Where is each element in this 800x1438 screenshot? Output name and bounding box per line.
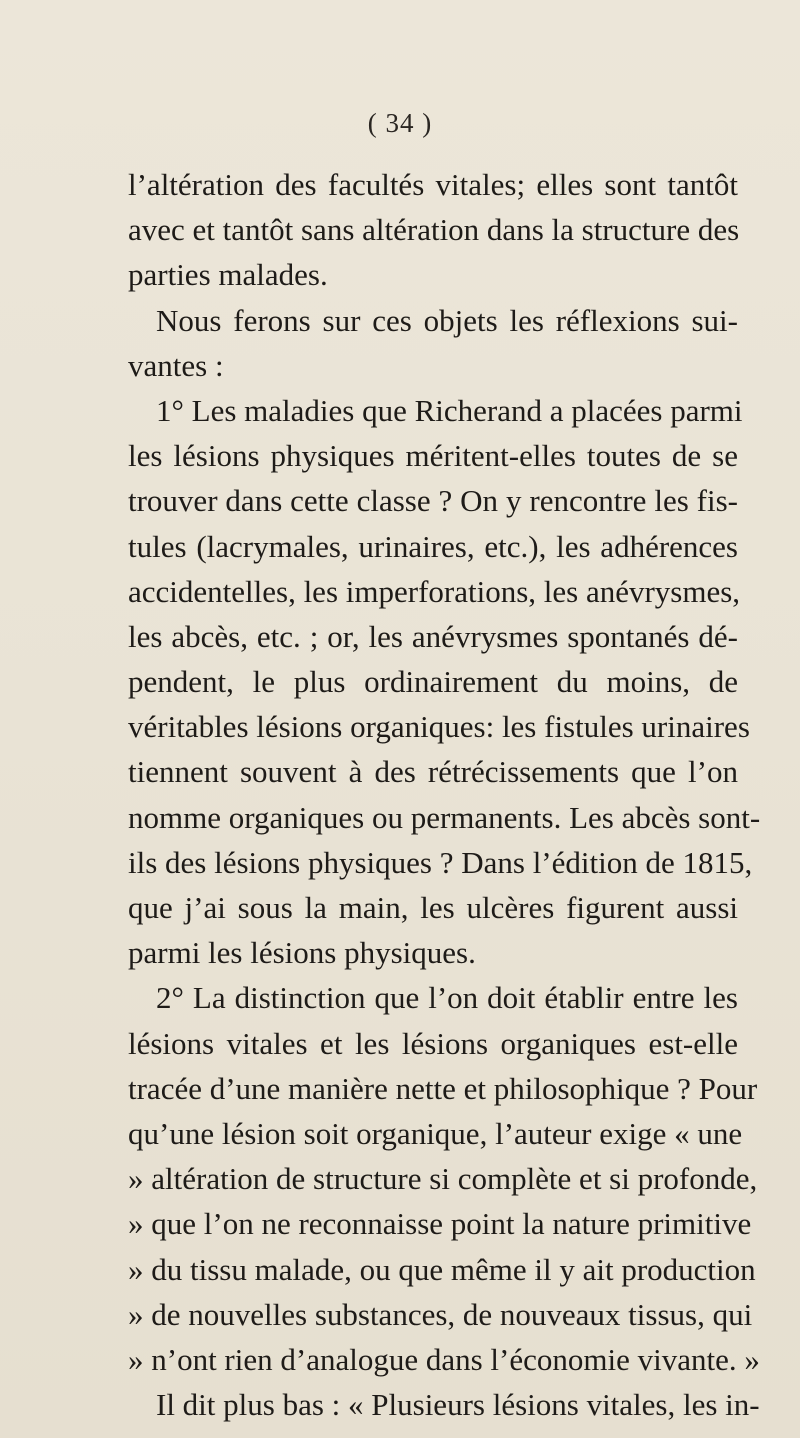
text-line: véritables lésions organiques: les fistules urinaires <box>128 709 750 745</box>
text-line: Nous ferons sur ces objets les réflexions sui- <box>156 302 738 338</box>
text-line: » du tissu malade, ou que même il y ait production <box>128 1251 756 1287</box>
text-line: les abcès, etc. ; or, les anévrysmes spontanés dé- <box>128 618 738 654</box>
text-line: Il dit plus bas : « Plusieurs lésions vitales, les in- <box>156 1387 760 1423</box>
text-line: qu’une lésion soit organique, l’auteur exige « une <box>128 1115 743 1151</box>
text-line: l’altération des facultés vitales; elles sont tantôt <box>128 167 738 202</box>
text-line: parmi les lésions physiques. <box>128 935 476 971</box>
text-line: nomme organiques ou permanents. Les abcès sont- <box>128 799 761 835</box>
text-line: 2° La distinction que l’on doit établir entre les <box>156 980 738 1016</box>
text-line: » que l’on ne reconnaisse point la nature primitive <box>128 1206 752 1242</box>
text-line: accidentelles, les imperforations, les anévrysmes, <box>128 573 741 609</box>
text-line: avec et tantôt sans altération dans la structure des <box>128 212 740 248</box>
text-line: les lésions physiques méritent-elles toutes de se <box>128 438 738 474</box>
body-text <box>128 162 761 1427</box>
text-line: » n’ont rien d’analogue dans l’économie vivante. » <box>128 1341 760 1377</box>
text-line: » altération de structure si complète et si profonde, <box>128 1161 758 1197</box>
text-line: vantes : <box>128 347 224 383</box>
text-line: pendent, le plus ordinairement du moins, de <box>128 664 738 700</box>
text-line: ils des lésions physiques ? Dans l’édition de 1815, <box>128 844 753 880</box>
text-line: tules (lacrymales, urinaires, etc.), les adhérences <box>128 528 738 564</box>
page-number: ( 34 ) <box>367 108 433 138</box>
text-line: que j’ai sous la main, les ulcères figurent aussi <box>128 890 738 925</box>
text-line: tiennent souvent à des rétrécissements que l’on <box>128 754 738 790</box>
text-line: tracée d’une manière nette et philosophique ? Pour <box>128 1070 758 1106</box>
text-line: 1° Les maladies que Richerand a placées parmi <box>156 392 743 428</box>
text-line: » de nouvelles substances, de nouveaux tissus, qui <box>128 1296 753 1332</box>
text-line: trouver dans cette classe ? On y rencontre les fis- <box>128 483 738 519</box>
text-line: parties malades. <box>128 257 328 293</box>
text-line: lésions vitales et les lésions organiques est-elle <box>128 1025 738 1061</box>
